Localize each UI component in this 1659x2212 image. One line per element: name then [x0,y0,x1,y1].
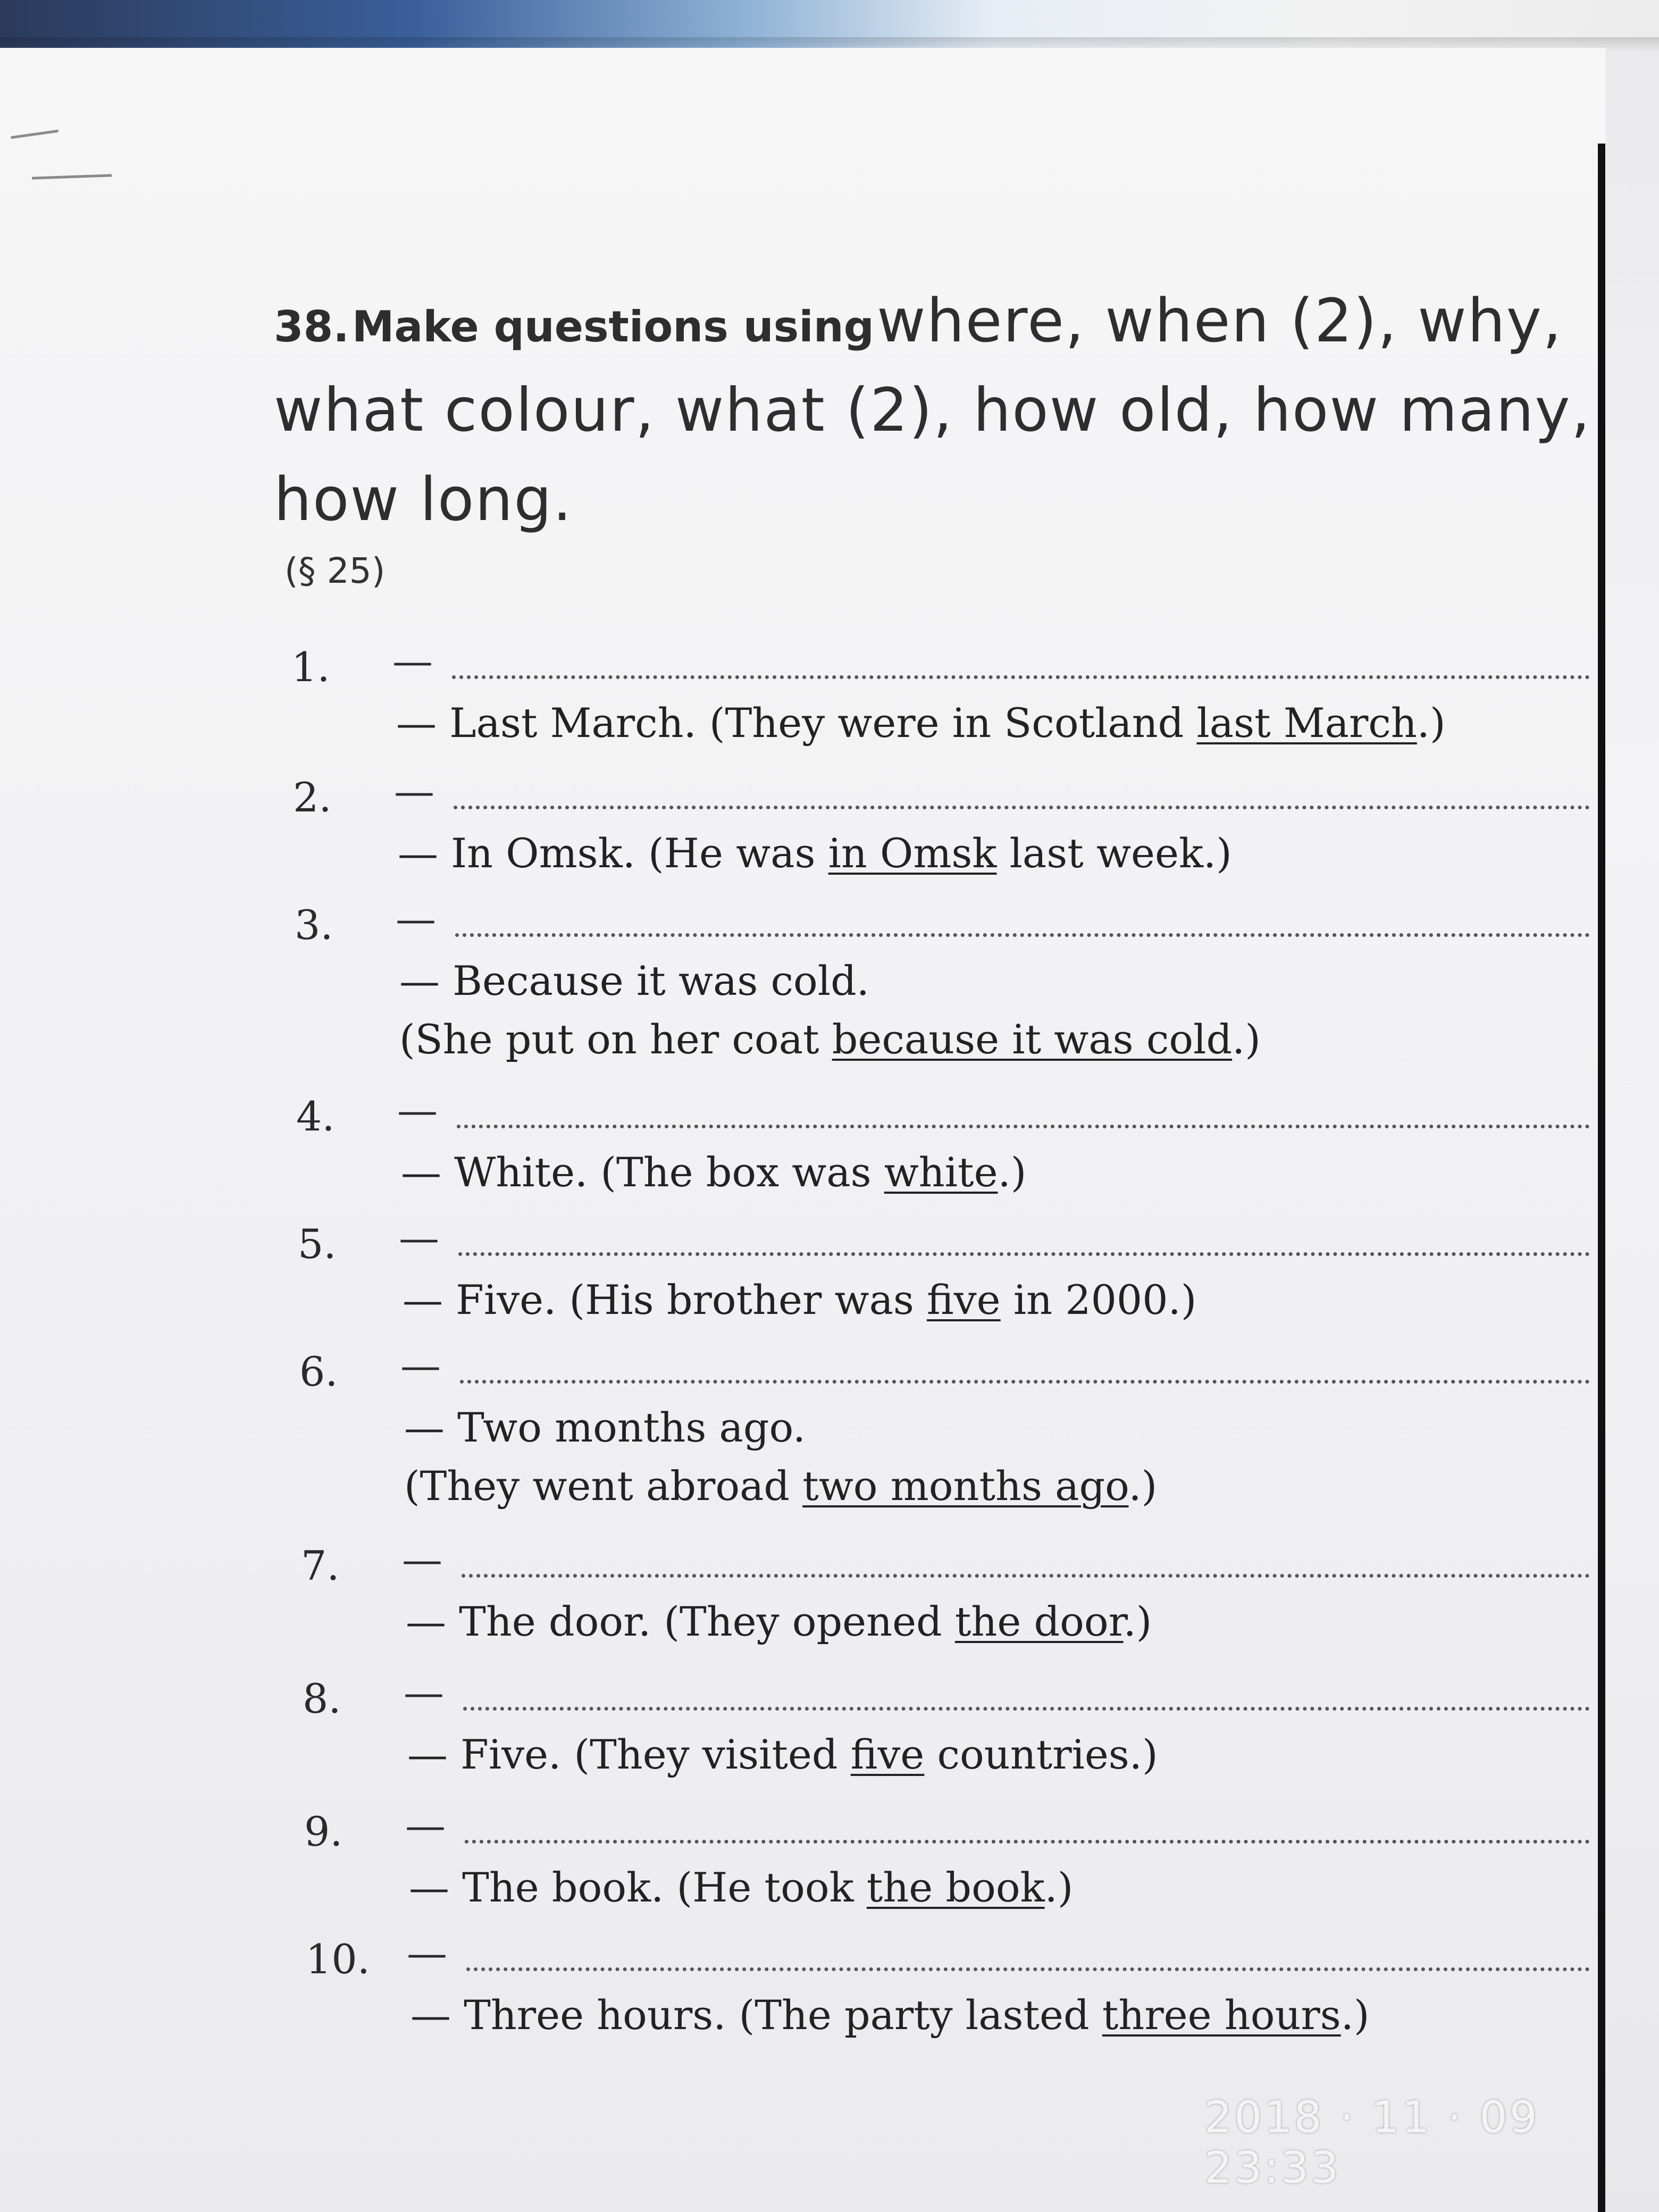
exercise-number: 38. [274,302,349,351]
item-number: 9. [304,1808,343,1855]
question-dash: — [404,1669,444,1716]
question-dash: — [405,1802,446,1849]
exercise-instruction: Make questions using [351,302,874,351]
answer-line: — Last March. (They were in Scotland last March.) [396,699,1446,747]
underlined-answer: five [850,1731,925,1778]
item-number: 8. [303,1675,341,1722]
item-number: 4. [296,1093,335,1140]
question-dash: — [399,1214,439,1261]
underlined-answer: the book [866,1864,1045,1911]
underlined-answer: two months ago [802,1462,1129,1510]
answer-line: — Three hours. (The party lasted three hours.) [410,1991,1370,2039]
question-dash: — [392,637,433,684]
answer-blank-line[interactable] [463,1707,1590,1711]
answer-blank-line[interactable] [462,1574,1590,1578]
answer-blank-line[interactable] [455,933,1590,937]
item-number: 6. [299,1348,338,1395]
answer-blank-line[interactable] [465,1840,1590,1844]
answer-line: (They went abroad two months ago.) [404,1462,1158,1510]
question-dash: — [394,767,434,815]
answer-blank-line[interactable] [460,1380,1590,1384]
underlined-answer: in Omsk [828,830,997,877]
question-words: where, when (2), why, what colour, what (2), how old, how many, how long. [274,287,1591,534]
answer-blank-line[interactable] [458,1252,1590,1256]
section-reference: (§ 25) [284,550,386,591]
answer-blank-line[interactable] [454,806,1590,809]
answer-blank-line[interactable] [457,1125,1590,1128]
question-dash: — [402,1536,442,1583]
answer-line: — Two months ago. [404,1404,806,1451]
answer-line: — The book. (He took the book.) [409,1864,1074,1911]
underlined-answer: because it was cold [832,1016,1233,1063]
photo-timestamp: 2018 · 11 · 09 23:33 [1204,2092,1539,2193]
item-number: 1. [291,643,330,691]
underlined-answer: the door [954,1598,1124,1645]
question-dash: — [397,1086,438,1134]
answer-line: — The door. (They opened the door.) [406,1598,1152,1645]
item-number: 7. [301,1542,340,1589]
answer-line: — Five. (His brother was five in 2000.) [403,1276,1197,1323]
answer-blank-line[interactable] [452,675,1590,679]
item-number: 3. [295,901,333,949]
underlined-answer: white [884,1149,998,1196]
underlined-answer: three hours [1102,1991,1341,2039]
question-dash: — [400,1342,441,1389]
question-dash: — [396,895,436,942]
answer-line: — White. (The box was white.) [401,1149,1027,1196]
answer-blank-line[interactable] [466,1967,1590,1971]
item-number: 2. [293,774,332,821]
underlined-answer: five [927,1276,1001,1323]
answer-line: (She put on her coat because it was cold.) [399,1016,1261,1063]
answer-line: — In Omsk. (He was in Omsk last week.) [398,830,1232,877]
answer-line: — Because it was cold. [399,957,869,1004]
item-number: 5. [298,1220,337,1268]
underlined-answer: last March [1196,699,1417,747]
answer-line: — Five. (They visited five countries.) [407,1731,1158,1778]
question-dash: — [407,1929,447,1976]
item-number: 10. [306,1936,370,1983]
